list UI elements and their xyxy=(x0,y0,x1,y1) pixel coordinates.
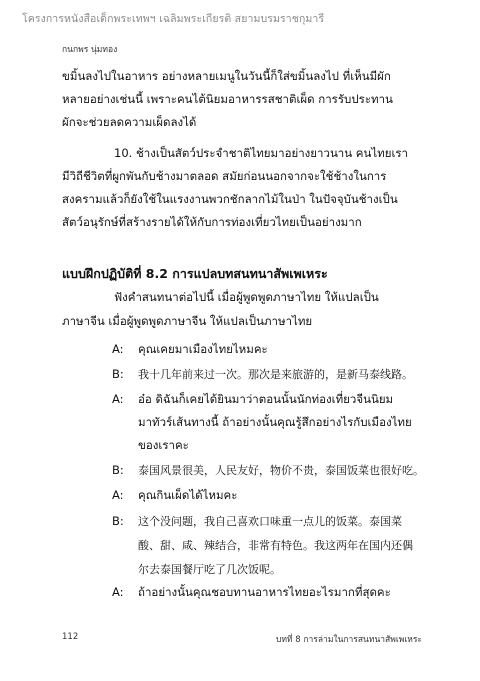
dialogue-line: ถ้าอย่างนั้นคุณชอบทานอาหารไทยอะไรมากที่สุดคะ xyxy=(138,585,391,599)
page-number: 112 xyxy=(62,632,79,642)
speaker-label: A: xyxy=(112,392,124,406)
speaker-label: B: xyxy=(112,463,124,477)
dialogue-line: คุณกินเผ็ดได้ไหมคะ xyxy=(138,488,238,502)
dialogue-line: 这个没问题，我自己喜欢口味重一点儿的饭菜。泰国菜 xyxy=(138,515,402,528)
speaker-label: A: xyxy=(112,585,124,599)
paragraph-line: สัตว์อนุรักษ์ที่สร้างรายได้ให้กับการท่องเที่ยวไทยเป็นอย่างมาก xyxy=(62,215,362,229)
paragraph-line: สงครามแล้วก็ยังใช้ในแรงงานพวกชักลากไม้ในป่า ในปัจจุบันช้างเป็น xyxy=(62,192,398,206)
speaker-label: A: xyxy=(112,488,124,502)
speaker-label: B: xyxy=(112,367,124,381)
dialogue-line: คุณเคยมาเมืองไทยไหมคะ xyxy=(138,342,268,356)
dialogue-line: 酸、甜、咸、辣结合，非常有特色。我这两年在国内还偶 xyxy=(138,539,413,552)
speaker-label: B: xyxy=(112,514,124,528)
running-footer-chapter: บทที่ 8 การล่ามในการสนทนาสัพเพเหระ xyxy=(275,635,422,645)
dialogue-line: 尔去泰国餐厅吃了几次饭呢。 xyxy=(138,563,281,576)
running-header-author: กนกพร นุ่มทอง xyxy=(62,45,118,55)
dialogue-line: 我十几年前来过一次。那次是来旅游的，是新马泰线路。 xyxy=(138,368,413,381)
paragraph-line: ผักจะช่วยลดความเผ็ดลงได้ xyxy=(62,115,197,129)
dialogue-line: 泰国风景很美，人民友好，物价不贵，泰国饭菜也很好吃。 xyxy=(138,464,424,477)
dialogue-line: อ๋อ ดิฉันก็เคยได้ยินมาว่าตอนนั้นนักท่องเที่ยวจีนนิยม xyxy=(138,392,394,406)
dialogue-line: ของเราคะ xyxy=(138,438,189,452)
instruction-line: ฟังคำสนทนาต่อไปนี้ เมื่อผู้พูดพูดภาษาไทย ให้แปลเป็น xyxy=(114,290,379,304)
running-header-title: โครงการหนังสือเด็กพระเทพฯ เฉลิมพระเกียรติ สยามบรมราชกุมารี xyxy=(22,13,325,25)
instruction-line: ภาษาจีน เมื่อผู้พูดพูดภาษาจีน ให้แปลเป็นภาษาไทย xyxy=(62,314,313,328)
speaker-label: A: xyxy=(112,342,124,356)
paragraph-line: 10. ช้างเป็นสัตว์ประจำชาติไทยมาอย่างยาวนาน คนไทยเรา xyxy=(114,146,409,160)
paragraph-line: มีวิถีชีวิตที่ผูกพันกับช้างมาตลอด สมัยก่อนนอกจากจะใช้ช้างในการ xyxy=(62,169,387,183)
exercise-heading: แบบฝึกปฏิบัติที่ 8.2 การแปลบทสนทนาสัพเพเหระ xyxy=(62,266,328,281)
dialogue-line: มาทัวร์เส้นทางนี้ ถ้าอย่างนั้นคุณรู้สึกอย่างไรกับเมืองไทย xyxy=(138,415,412,429)
paragraph-line: หลายอย่างเช่นนี้ เพราะคนไต้นิยมอาหารรสชาติเผ็ด การรับประทาน xyxy=(62,92,393,106)
paragraph-line: ขมิ้นลงไปในอาหาร อย่างหลายเมนูในวันนี้ก็ใส่ขมิ้นลงไป ที่เห็นมีผัก xyxy=(62,69,391,83)
